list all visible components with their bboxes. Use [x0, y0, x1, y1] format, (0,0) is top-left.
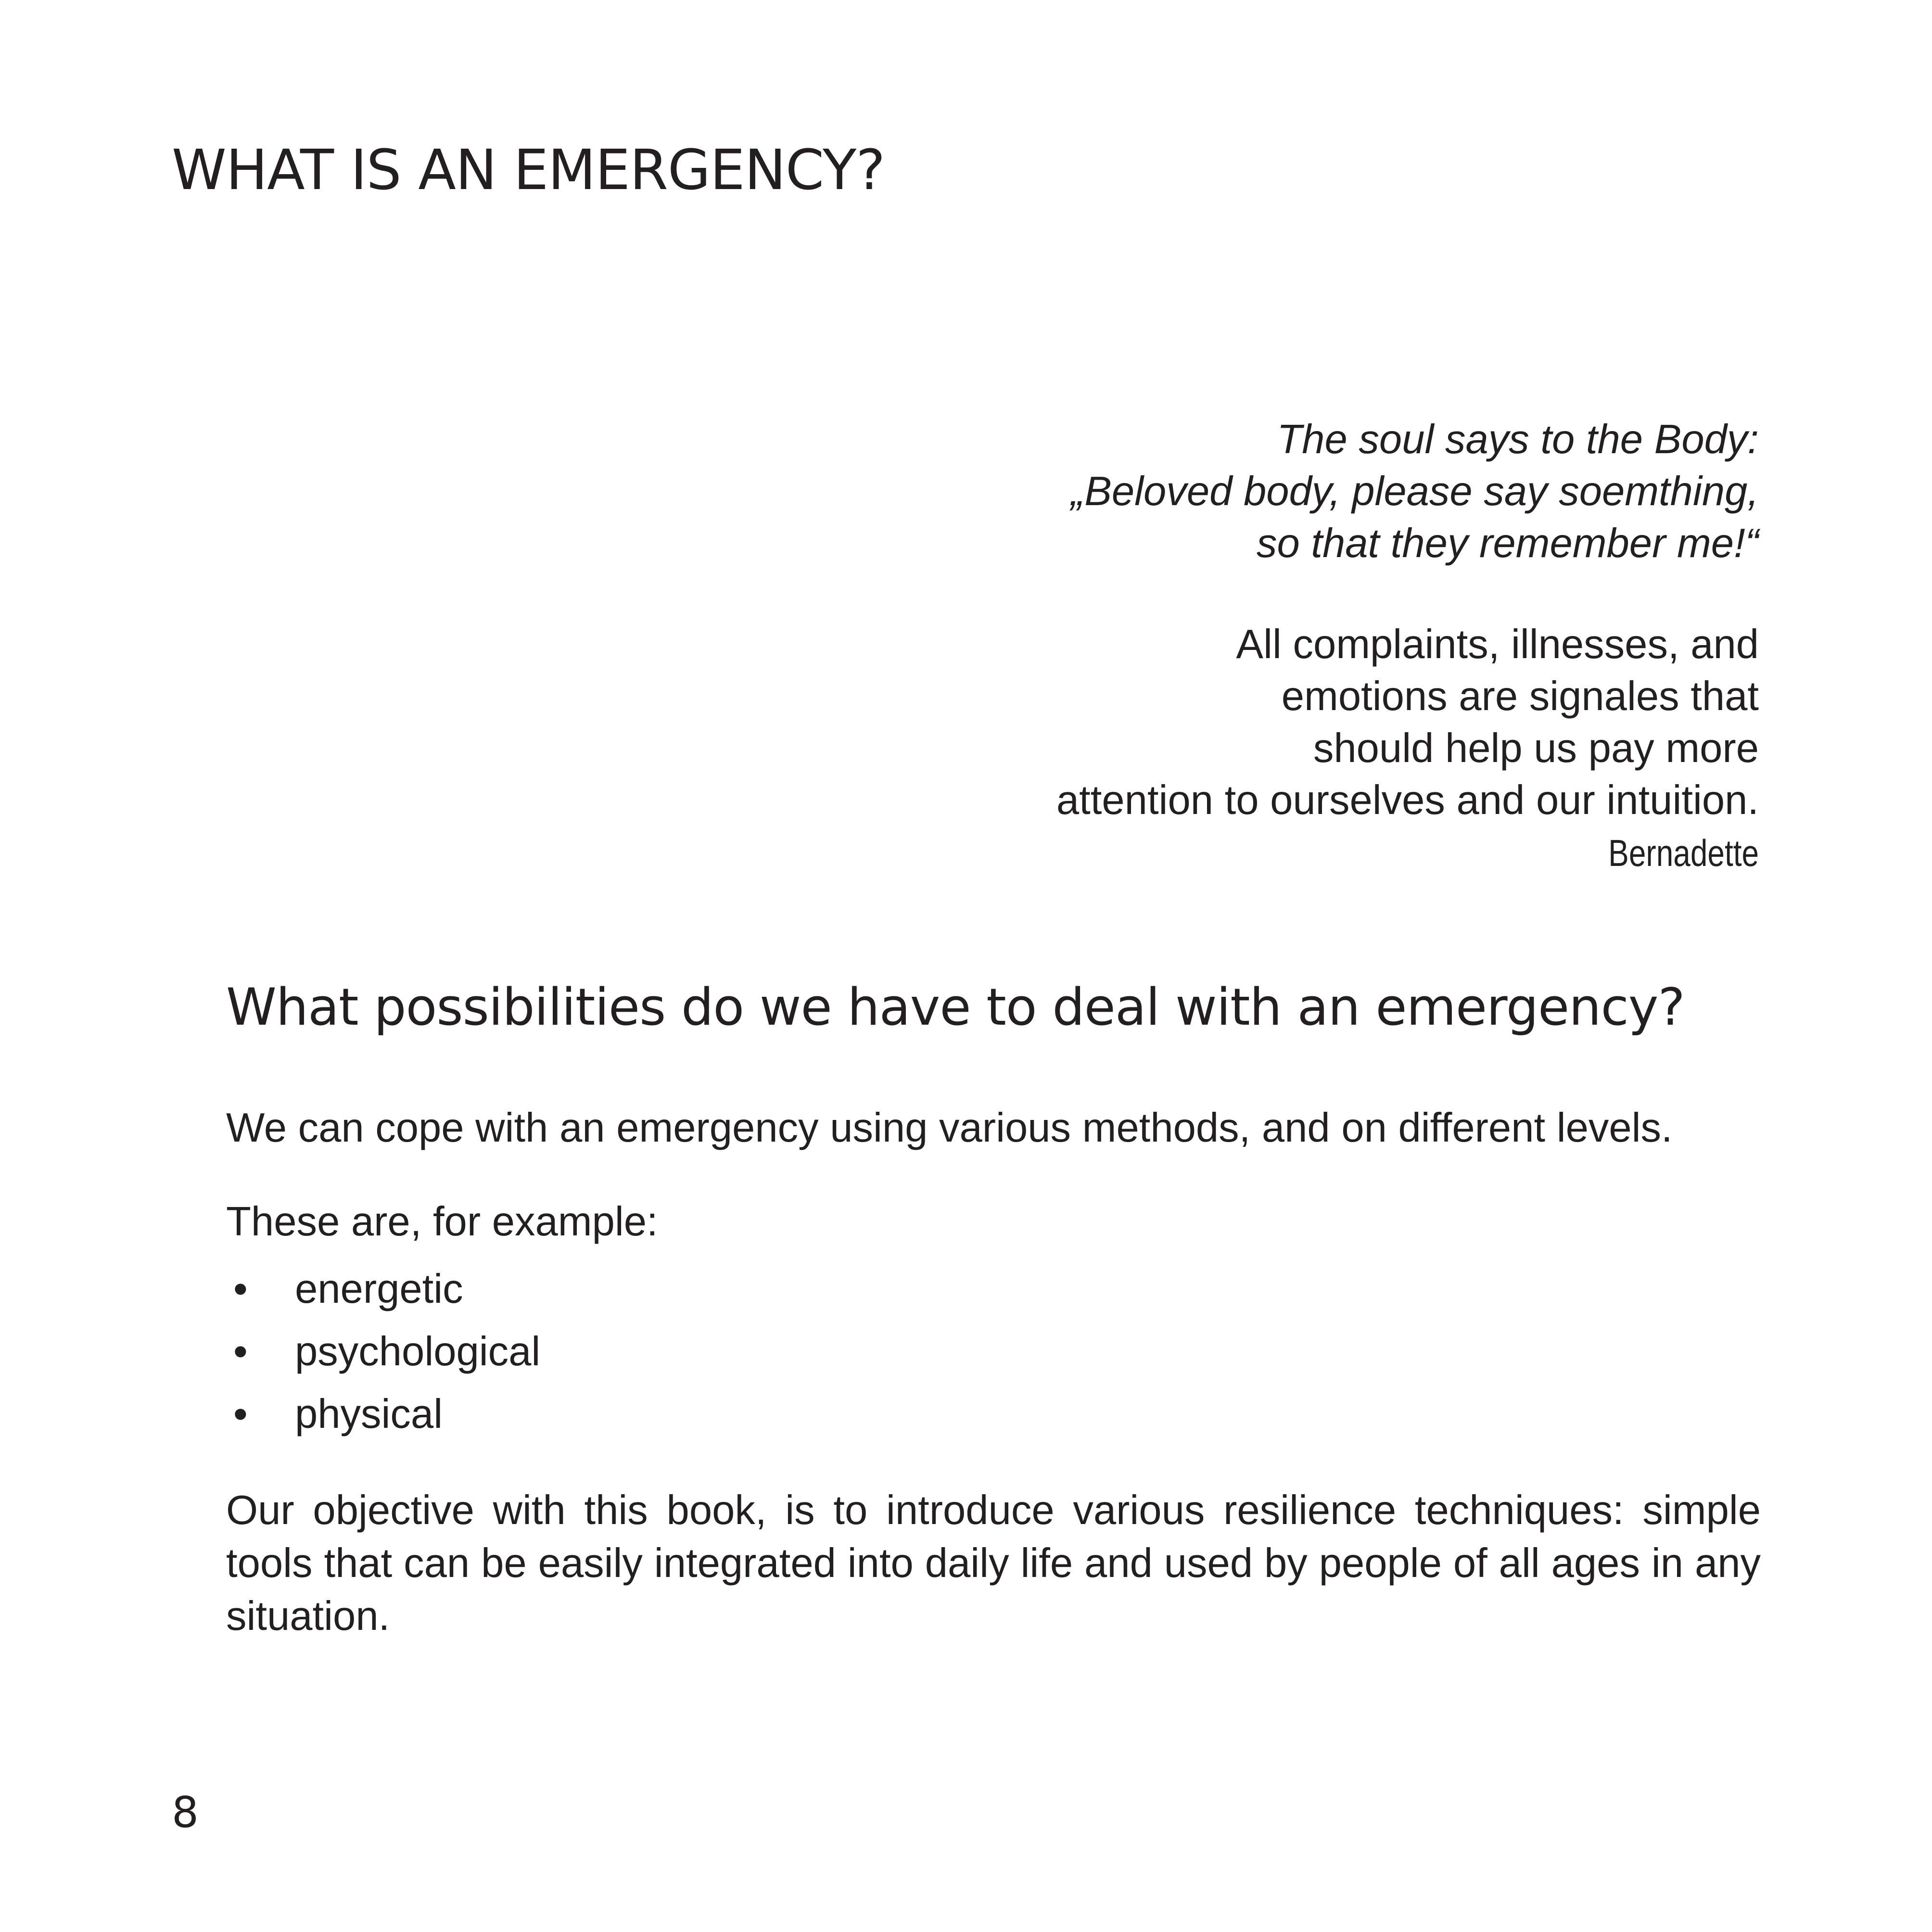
chapter-title: WHAT IS AN EMERGENCY? [172, 138, 885, 203]
list-item [226, 1258, 540, 1321]
list-item-label: physical [295, 1391, 443, 1437]
bullet-icon: • [233, 1266, 248, 1312]
list-item [226, 1321, 540, 1383]
list-item-label: energetic [295, 1266, 463, 1312]
reflection-line: All complaints, illnesses, and [1236, 622, 1759, 667]
quote-spacer [1056, 570, 1759, 619]
bullet-icon: • [233, 1391, 248, 1437]
levels-list [226, 1258, 540, 1446]
quote-line: „Beloved body, please say soemthing, [1070, 469, 1759, 514]
examples-paragraph: These are, for example: [226, 1199, 658, 1245]
reflection-line: should help us pay more [1313, 725, 1759, 771]
list-item [226, 1383, 540, 1446]
bullet-icon: • [233, 1329, 248, 1374]
reflection-line: emotions are signales that [1281, 674, 1759, 719]
quote-line: The soul says to the Body: [1277, 417, 1759, 462]
page-number: 8 [172, 1788, 199, 1837]
quote-author: Bernadette [1608, 832, 1759, 874]
list-item-label: psychological [295, 1329, 541, 1374]
epigraph [1056, 414, 1759, 879]
objective-paragraph: Our objective with this book, is to introduce various resilience techniques: simple tools that can be easily integrated into daily life and used by people of all ages in any situation. [226, 1487, 1761, 1639]
quote-line: so that they remember me!“ [1257, 521, 1759, 566]
intro-paragraph: We can cope with an emergency using various methods, and on different levels. [226, 1105, 1673, 1151]
reflection-line: attention to ourselves and our intuition. [1056, 777, 1759, 823]
section-title: What possibilities do we have to deal with an emergency? [226, 978, 1685, 1037]
